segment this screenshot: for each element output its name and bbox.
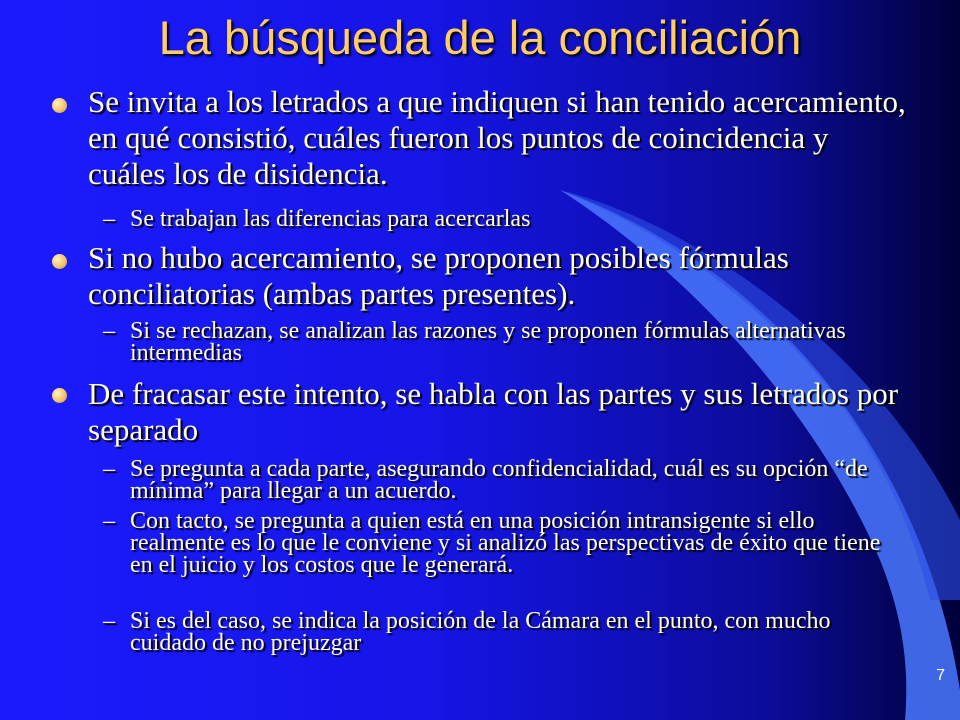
bullet-2-text: Si no hubo acercamiento, se proponen posibles fórmulas conciliatorias (ambas partes presentes). <box>88 240 789 311</box>
bullet-3-sub-1: Se pregunta a cada parte, asegurando confidencialidad, cuál es su opción “de mínima” para llegar a un acuerdo. <box>130 456 868 504</box>
dash-icon: – <box>103 456 115 482</box>
bullet-3-text: De fracasar este intento, se habla con las partes y sus letrados por separado <box>88 376 899 447</box>
dash-icon: – <box>103 318 115 344</box>
dash-icon: – <box>103 508 115 534</box>
slide-title: La búsqueda de la conciliación <box>158 11 802 64</box>
bullet-3-sub-2: Con tacto, se pregunta a quien está en una posición intransigente si ello realmente es lo que le conviene y si analizó las perspectivas de éxito que tiene en el juicio y los costos que le generará. <box>130 508 881 578</box>
dash-icon: – <box>103 206 115 232</box>
bullet-1-text: Se invita a los letrados a que indiquen si han tenido acercamiento, en qué consistió, cuáles fueron los puntos de coincidencia y cuáles los de disidencia. <box>88 84 906 191</box>
bullet-dot-icon <box>52 388 67 403</box>
bullet-3-sub-3: Si es del caso, se indica la posición de la Cámara en el punto, con mucho cuidado de no prejuzgar <box>130 608 831 656</box>
dash-icon: – <box>103 608 115 634</box>
page-number: 7 <box>936 667 945 684</box>
bullet-dot-icon <box>52 98 67 113</box>
bullet-dot-icon <box>52 254 67 269</box>
bullet-1-sub-1: Se trabajan las diferencias para acercarlas <box>130 206 531 232</box>
bullet-2-sub-1: Si se rechazan, se analizan las razones y se proponen fórmulas alternativas intermedias <box>130 318 846 366</box>
